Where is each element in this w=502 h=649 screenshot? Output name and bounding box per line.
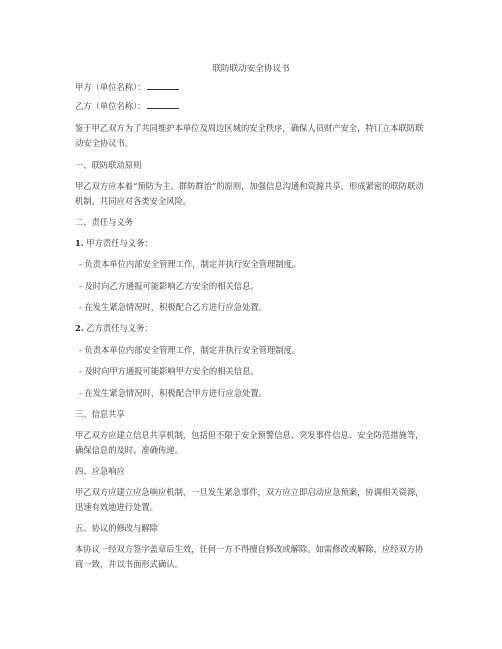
party-b-label: 乙方（单位名称）： [75,101,146,111]
section-5-body: 本协议一经双方签字盖章后生效，任何一方不得擅自修改或解除。如需修改或解除，应经双方协商一致，并以书面形式确认。 [75,544,424,569]
list-item: - 在发生紧急情况时，积极配合甲方进行应急处置。 [79,388,267,398]
party-b-blank [147,99,179,109]
list-item: - 及时向甲方通报可能影响甲方安全的相关信息。 [79,366,259,376]
intro-paragraph: 鉴于甲乙双方为了共同维护本单位及周边区域的安全秩序，确保人员财产安全，特订立本联防联动安全协议书。 [75,123,424,148]
section-2b-number: 2. [75,323,84,333]
list-item: - 负责本单位内部安全管理工作，制定并执行安全管理制度。 [79,259,301,269]
section-3-heading: 三、信息共享 [75,409,125,419]
section-2a-number: 1. [75,238,84,248]
party-a-line [75,80,429,95]
list-item: - 负责本单位内部安全管理工作，制定并执行安全管理制度。 [79,345,301,355]
section-2a-heading [75,236,429,251]
document-title: 联防联动安全协议书 [212,64,290,74]
party-a-blank [147,80,179,90]
section-2a-label: 甲方责任与义务： [83,238,153,248]
section-1-body: 甲乙双方应本着“预防为主、群防群治”的原则，加强信息沟通和资源共享，形成紧密的联防联动机制，共同应对各类安全风险。 [75,181,424,206]
section-4-heading: 四、应急响应 [75,466,125,476]
list-item: - 及时向乙方通报可能影响乙方安全的相关信息。 [79,281,259,291]
section-4-body: 甲乙双方应建立应急响应机制，一旦发生紧急事件，双方应立即启动应急预案，协调相关资源，迅速有效地进行处置。 [75,487,424,512]
section-1-heading: 一、联防联动原则 [75,160,142,170]
section-3-body: 甲乙双方应建立信息共享机制，包括但不限于安全预警信息、突发事件信息、安全防范措施等，确保信息的及时、准确传递。 [75,430,424,455]
section-2b-heading [75,321,429,336]
party-a-label: 甲方（单位名称）： [75,82,146,92]
party-b-line [75,99,429,114]
section-2-heading: 二、责任与义务 [75,217,134,227]
section-2b-label: 乙方责任与义务： [83,323,153,333]
list-item: - 在发生紧急情况时，积极配合乙方进行应急处置。 [79,302,267,312]
section-5-heading: 五、协议的修改与解除 [75,523,158,533]
